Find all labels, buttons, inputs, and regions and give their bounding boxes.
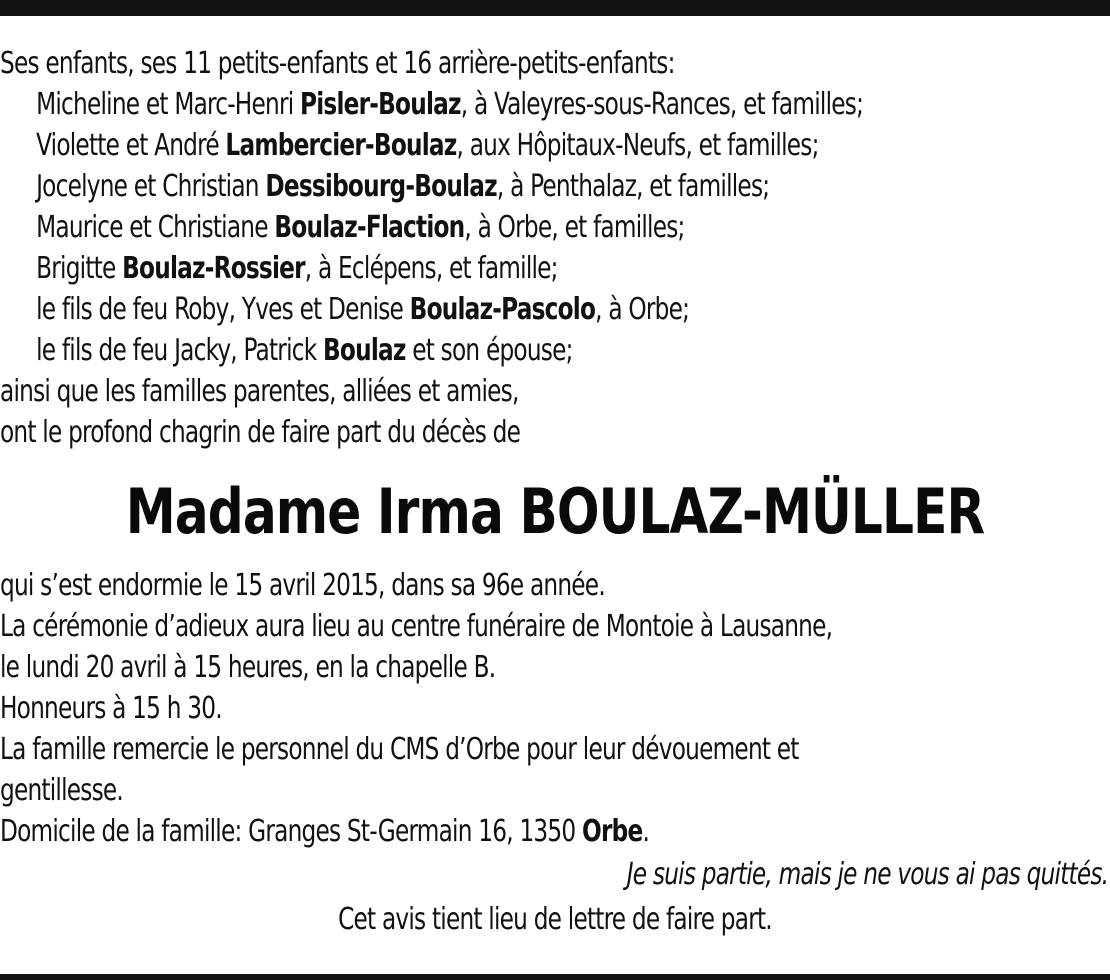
family-line bbox=[0, 166, 955, 207]
family-surname: Lambercier-Boulaz bbox=[225, 128, 457, 163]
announcement-line: ont le profond chagrin de faire part du décès de bbox=[0, 415, 521, 450]
intro-line: Ses enfants, ses 11 petits-enfants et 16 arrière-petits-enfants: bbox=[0, 46, 675, 81]
family-line-place: et son épouse; bbox=[405, 333, 573, 368]
family-line-place: , à Eclépens, et famille; bbox=[304, 251, 558, 286]
deceased-name: Madame Irma BOULAZ-MÜLLER bbox=[125, 475, 985, 548]
address-line bbox=[0, 811, 955, 852]
bottom-rule bbox=[0, 974, 1110, 980]
family-line-text: le fils de feu Jacky, Patrick bbox=[36, 333, 323, 368]
body-line: qui s’est endormie le 15 avril 2015, dans sa 96e année. bbox=[0, 568, 605, 603]
family-line-text: Maurice et Christiane bbox=[36, 210, 275, 245]
family-line-place: , à Valeyres-sous-Rances, et familles; bbox=[460, 87, 864, 122]
family-line-place: , à Orbe; bbox=[595, 292, 690, 327]
quote-line: Je suis partie, mais je ne vous ai pas quittés. bbox=[626, 857, 1109, 892]
family-surname: Pisler-Boulaz bbox=[299, 87, 461, 122]
address-text: Domicile de la famille: Granges St-Germain 16, 1350 bbox=[0, 814, 583, 849]
body-line: La cérémonie d’adieux aura lieu au centre funéraire de Montoie à Lausanne, bbox=[0, 609, 833, 644]
relatives-line: ainsi que les familles parentes, alliées et amies, bbox=[0, 374, 519, 409]
family-line bbox=[0, 248, 955, 289]
family-surname: Boulaz-Flaction bbox=[274, 210, 465, 245]
family-line-place: , aux Hôpitaux-Neufs, et familles; bbox=[456, 128, 819, 163]
body-line: La famille remercie le personnel du CMS d’Orbe pour leur dévouement et bbox=[0, 732, 799, 767]
family-line-text: Micheline et Marc-Henri bbox=[36, 87, 300, 122]
body-line: le lundi 20 avril à 15 heures, en la chapelle B. bbox=[0, 650, 496, 685]
family-line bbox=[0, 330, 955, 371]
closing-line: Cet avis tient lieu de lettre de faire part. bbox=[338, 902, 772, 937]
family-surname: Boulaz-Pascolo bbox=[409, 292, 596, 327]
family-line-text: Brigitte bbox=[36, 251, 123, 286]
family-line-place: , à Penthalaz, et familles; bbox=[496, 169, 770, 204]
family-line bbox=[0, 289, 955, 330]
address-end: . bbox=[642, 814, 650, 849]
body-line: gentillesse. bbox=[0, 773, 124, 808]
family-line-place: , à Orbe, et familles; bbox=[464, 210, 685, 245]
family-line bbox=[0, 207, 955, 248]
death-notice bbox=[0, 43, 1110, 940]
family-line-text: Jocelyne et Christian bbox=[36, 169, 266, 204]
address-town: Orbe bbox=[582, 814, 643, 849]
family-surname: Boulaz bbox=[322, 333, 406, 368]
family-line bbox=[0, 125, 955, 166]
family-line bbox=[0, 84, 955, 125]
body-line: Honneurs à 15 h 30. bbox=[0, 691, 222, 726]
family-line-text: le fils de feu Roby, Yves et Denise bbox=[36, 292, 410, 327]
family-surname: Boulaz-Rossier bbox=[122, 251, 305, 286]
top-rule bbox=[0, 0, 1110, 16]
family-line-text: Violette et André bbox=[36, 128, 226, 163]
family-surname: Dessibourg-Boulaz bbox=[265, 169, 497, 204]
